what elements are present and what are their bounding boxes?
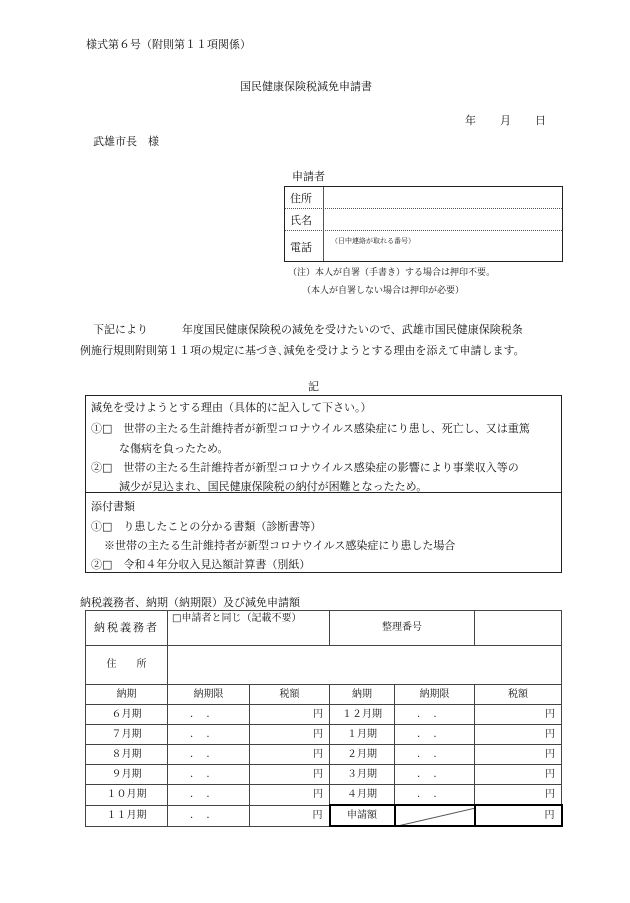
address-row [86,646,562,685]
reason-box [85,395,562,573]
amount-field[interactable]: 円 [475,785,562,806]
period-cell: １１月期 [86,805,168,826]
due-date-field[interactable]: . . [395,705,475,725]
attachment-1-note: ※世帯の主たる生計維持者が新型コロナウイルス感染症にり患した場合 [104,539,456,552]
request-amount-field[interactable]: 円 [475,805,562,826]
page-title: 国民健康保険税減免申請書 [240,80,372,93]
header-period-right: 納期 [330,685,395,705]
amount-field[interactable]: 円 [250,705,330,725]
due-date-field[interactable]: . . [395,745,475,765]
due-date-field[interactable]: . . [168,785,250,806]
due-date-field[interactable]: . . [168,805,250,826]
form-number: 様式第６号（附則第１１項関係） [86,38,251,51]
period-cell: ６月期 [86,705,168,725]
period-cell: １０月期 [86,785,168,806]
table-header-row [86,685,562,705]
request-amount-label: 申請額 [330,805,395,826]
period-cell: ３月期 [330,765,395,785]
due-date-field[interactable]: . . [168,745,250,765]
table-row [86,765,562,785]
reference-number-label: 整理番号 [330,611,475,646]
amount-field[interactable]: 円 [475,705,562,725]
table-row-last [86,805,562,826]
period-cell: ８月期 [86,745,168,765]
amount-field[interactable]: 円 [250,765,330,785]
same-as-applicant-checkbox[interactable]: □申請者と同じ（記載不要） [168,611,330,646]
seal-note-2: （本人が自署しない場合は押印が必要） [302,286,465,296]
due-date-field[interactable]: . . [395,765,475,785]
applicant-box [284,186,563,262]
applicant-name-label: 氏名 [290,214,312,227]
header-due-right: 納期限 [395,685,475,705]
table-row [86,745,562,765]
period-cell: ９月期 [86,765,168,785]
taxpayer-label: 納税義務者 [86,611,168,646]
taxpayer-row [86,611,562,646]
request-amount-crossed-cell [395,805,475,826]
date-day-label: 日 [535,114,546,127]
amount-field[interactable]: 円 [475,765,562,785]
period-cell: １２月期 [330,705,395,725]
reason-item-1: ①□ 世帯の主たる生計維持者が新型コロナウイルス感染症にり患し、死亡し、又は重篤 [91,422,530,435]
addressee: 武雄市長 様 [93,135,159,148]
period-cell: ４月期 [330,785,395,806]
attachment-2: ②□ 令和４年分収入見込額計算書（別紙） [91,558,311,571]
applicant-address-row [285,187,562,209]
amount-field[interactable]: 円 [250,725,330,745]
period-cell: ７月期 [86,725,168,745]
reference-number-field[interactable] [475,611,562,646]
table-caption: 納税義務者、納期（納期限）及び減免申請額 [80,596,300,609]
table-row [86,725,562,745]
reason-item-2: ②□ 世帯の主たる生計維持者が新型コロナウイルス感染症の影響により事業収入等の [91,461,519,474]
due-date-field[interactable]: . . [168,705,250,725]
attachments-heading: 添付書類 [91,500,135,513]
due-date-field[interactable]: . . [168,725,250,745]
phone-note: （日中連絡が取れる番号） [331,237,415,245]
reason-divider [86,492,561,493]
tax-table [85,610,563,827]
body-line1-prefix: 下記により [93,323,148,336]
body-line2: 例施行規則附則第１１項の規定に基づき､減免を受けようとする理由を添えて申請します。 [80,344,525,357]
body-line1-rest: 年度国民健康保険税の減免を受けたいので、武雄市国民健康保険税条 [182,323,523,336]
header-due-left: 納期限 [168,685,250,705]
reason-item-2-cont: 減少が見込まれ、国民健康保険税の納付が困難となったため。 [119,480,428,493]
amount-field[interactable]: 円 [475,745,562,765]
header-period-left: 納期 [86,685,168,705]
due-date-field[interactable]: . . [395,725,475,745]
period-cell: １月期 [330,725,395,745]
due-date-field[interactable]: . . [395,785,475,806]
applicant-heading: 申請者 [292,170,325,183]
amount-field[interactable]: 円 [250,805,330,826]
attachment-1: ①□ り患したことの分かる書類（診断書等） [91,520,322,533]
table-row [86,705,562,725]
reason-heading: 減免を受けようとする理由（具体的に記入して下さい。） [91,401,372,414]
due-date-field[interactable]: . . [168,765,250,785]
date-month-label: 月 [500,114,511,127]
date-year-label: 年 [465,114,476,127]
reason-item-1-cont: な傷病を負ったため。 [119,442,229,455]
applicant-phone-label: 電話 [290,241,312,254]
header-amount-left: 税額 [250,685,330,705]
period-cell: ２月期 [330,745,395,765]
amount-field[interactable]: 円 [475,725,562,745]
table-row [86,785,562,806]
amount-field[interactable]: 円 [250,785,330,806]
applicant-phone-row [285,231,562,261]
ki-heading: 記 [308,380,319,393]
taxpayer-address-field[interactable] [168,646,562,685]
amount-field[interactable]: 円 [250,745,330,765]
applicant-name-row [285,209,562,231]
taxpayer-address-label: 住 所 [86,646,168,685]
seal-note-1: （注）本人が自署（手書き）する場合は押印不要。 [288,268,496,278]
applicant-address-label: 住所 [290,192,312,205]
header-amount-right: 税額 [475,685,562,705]
